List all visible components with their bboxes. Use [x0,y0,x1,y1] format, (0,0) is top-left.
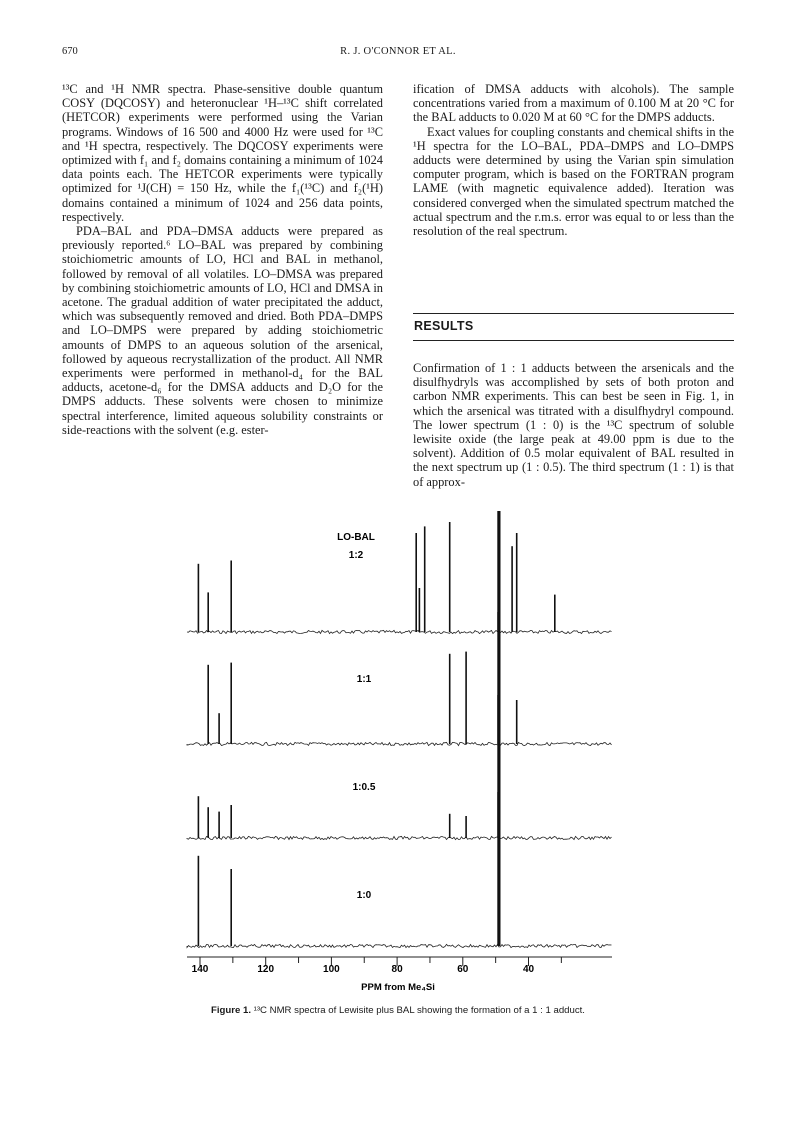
spectrum-peak [218,812,220,838]
spectrum-baseline [187,630,612,633]
spectrum-peak [465,816,467,838]
section-heading: RESULTS [414,319,474,333]
spectrum-peak [230,805,232,838]
paragraph: Exact values for coupling constants and chemical shifts in the ¹H spectra for the LO–BAL, PDA–DMPS and LO–DMPS adducts were determined by using the Varian spin simulation computer program, which is based on the FORTRAN program LAME (with magnetic equivalence added). Iteration was considered converged when the simulated spectrum matched the actual spectrum and the r.m.s. error was equal to or less than the resolution of the real spectrum. [413,124,734,239]
spectrum-label: 1:0 [356,890,372,901]
spectrum-baseline [187,944,612,947]
spectrum-baseline [187,836,612,839]
spectrum-peak [419,588,421,632]
spectrum-peak [449,814,451,838]
x-tick-label: 100 [323,964,340,975]
paragraph: Confirmation of 1 : 1 adducts between the arsenicals and the disulfhydryls was accomplished by sets of both proton and carbon NMR experiments. This can best be seen in Fig. 1, in which the arsenical was titrated with a disulfhydryl compound. The lower spectrum (1 : 0) is the ¹³C spectrum of soluble lewisite oxide (the large peak at 49.00 ppm is due to the solvent). Addition of 0.5 molar equivalent of BAL resulted in the next spectrum up (1 : 0.5). The third spectrum (1 : 1) is that of approx- [413,361,734,489]
running-head: R. J. O'CONNOR ET AL. [340,46,456,57]
spectrum-peak [198,796,200,838]
spectrum-peak [198,856,200,946]
page-number: 670 [62,46,78,57]
paragraph: ification of DMSA adducts with alcohols). The sample concentrations varied from a maximum of 0.100 M at 20 °C for the BAL adducts to 0.020 M at 60 °C for the DMPS adducts. [413,82,734,125]
x-tick-label: 40 [522,964,535,975]
x-tick-label: 120 [257,964,275,975]
caption-text: ¹³C NMR spectra of Lewisite plus BAL showing the formation of a 1 : 1 adduct. [253,1005,585,1016]
spectrum-peak [415,533,417,632]
paragraph: ¹³C and ¹H NMR spectra. Phase-sensitive double quantum COSY (DQCOSY) and heteronuclear ¹H–¹³C shift correlated (HETCOR) experiments were performed using the Varian programs. Windows of 16 500 and 4000 Hz were used for ¹³C and ¹H spectra, respectively. The DQCOSY experiments were optimized with f₁ and f₂ domains containing a minimum of 1024 data points each. The HETCOR experiments were typically optimized for ¹J(CH) = 150 Hz, while the f₁(¹³C) and f₂(¹H) domains contained a minimum of 1024 and 256 data points, respectively. [62,82,383,224]
spectrum-peak [497,792,500,946]
spectrum-peak [516,533,518,632]
spectrum-peak [554,595,556,632]
spectrum-peak [230,561,232,633]
spectrum-peak [218,713,220,744]
spectrum-peak [511,546,513,632]
caption-label: Figure 1. [211,1005,251,1016]
x-tick-label: 60 [457,964,469,975]
spectrum-peak [198,564,200,632]
x-tick-label: 140 [191,964,209,975]
figure-caption [0,1005,796,1016]
spectrum-peak [449,522,451,632]
spectrum-peak [465,652,467,744]
x-axis-label: PPM from Me₄Si [361,982,435,993]
x-tick-label: 80 [391,964,403,975]
paragraph: PDA–BAL and PDA–DMSA adducts were prepared as previously reported.⁶ LO–BAL was prepared by combining stoichiometric amounts of LO, HCl and BAL in methanol, followed by removal of all volatiles. LO–DMSA was prepared by combining stoichiometric amounts of LO, HCl and DMSA in acetone. The gradual addition of water precipitated the adduct, which was subsequently removed and dried. Both PDA–DMPS and LO–DMPS were prepared by adding stoichiometric amounts of DMPS to an aqueous solution of the arsenical, followed by aqueous recrystallization of the product. All NMR experiments were performed in methanol-d₄ for the BAL adducts, acetone-d₆ for the DMSA adducts and D₂O for the DMPS adducts. These solvents were chosen to minimize spectral interference, limited aqueous solubility constraints or side-reactions with the solvent (e.g. ester- [62,224,383,437]
spectrum-label: LO-BAL [337,532,375,543]
spectrum-peak [516,700,518,744]
spectrum-peak [230,663,232,744]
spectrum-peak [207,807,209,838]
spectrum-peak [207,665,209,744]
spectrum-peak [207,592,209,632]
spectrum-baseline [187,742,612,745]
spectrum-label: 1:2 [348,550,364,561]
spectrum-label: 1:0.5 [352,782,376,793]
spectrum-peak [230,869,232,946]
spectrum-peak [424,526,426,632]
spectrum-label: 1:1 [356,674,372,685]
spectrum-peak [449,654,451,744]
